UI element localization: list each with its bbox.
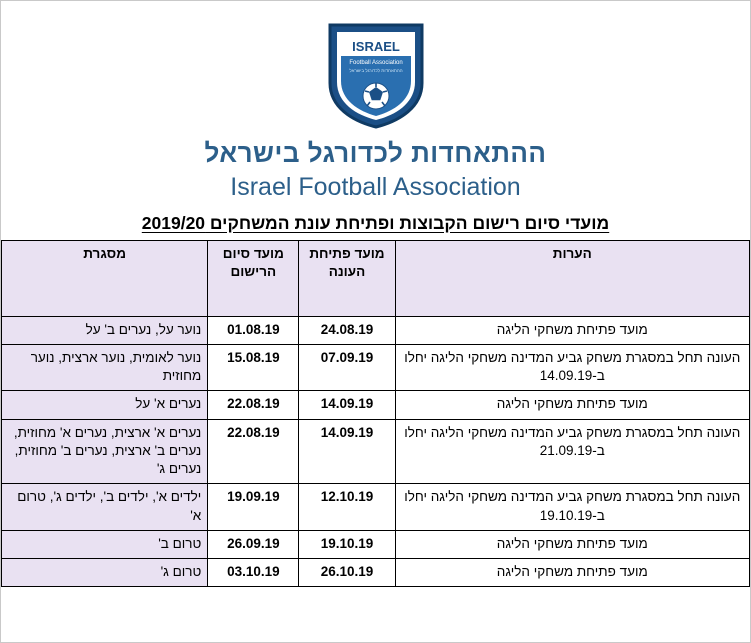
- column-header-notes: הערות: [395, 240, 749, 316]
- association-name-english: Israel Football Association: [230, 172, 521, 201]
- cell-framework: טרום ג': [2, 558, 208, 586]
- cell-notes: מועד פתיחת משחקי הליגה: [395, 316, 749, 344]
- cell-registration-end: 01.08.19: [208, 316, 299, 344]
- cell-registration-end: 22.08.19: [208, 391, 299, 419]
- column-header-season-start: מועד פתיחת העונה: [299, 240, 395, 316]
- table-row: [2, 316, 750, 344]
- cell-registration-end: 26.09.19: [208, 530, 299, 558]
- cell-registration-end: 15.08.19: [208, 344, 299, 390]
- cell-framework: נוער לאומית, נוער ארצית, נוער מחוזית: [2, 344, 208, 390]
- document-header: [1, 1, 750, 234]
- svg-text:ההתאחדות לכדורגל בישראל: ההתאחדות לכדורגל בישראל: [348, 68, 403, 73]
- cell-framework: נוער על, נערים ב' על: [2, 316, 208, 344]
- cell-registration-end: 22.08.19: [208, 419, 299, 484]
- page-title: מועדי סיום רישום הקבוצות ופתיחת עונת המשחקים 2019/20: [141, 212, 610, 233]
- cell-framework: נערים א' ארצית, נערים א' מחוזית, נערים ב' ארצית, נערים ב' מחוזית, נערים ג': [2, 419, 208, 484]
- cell-framework: טרום ב': [2, 530, 208, 558]
- cell-registration-end: 19.09.19: [208, 484, 299, 530]
- table-row: [2, 484, 750, 530]
- table-row: [2, 391, 750, 419]
- association-name-hebrew: ההתאחדות לכדורגל בישראל: [204, 138, 547, 168]
- cell-notes: מועד פתיחת משחקי הליגה: [395, 530, 749, 558]
- cell-notes: העונה תחל במסגרת משחק גביע המדינה משחקי הליגה יחלו ב-21.09.19: [395, 419, 749, 484]
- israel-football-association-crest-icon: [324, 19, 428, 131]
- column-header-framework: מסגרת: [2, 240, 208, 316]
- table-row: [2, 419, 750, 484]
- cell-season-start: 07.09.19: [299, 344, 395, 390]
- table-header-row: [2, 240, 750, 316]
- association-name-block: [1, 137, 750, 203]
- cell-notes: העונה תחל במסגרת משחק גביע המדינה משחקי הליגה יחלו ב-19.10.19: [395, 484, 749, 530]
- cell-notes: מועד פתיחת משחקי הליגה: [395, 558, 749, 586]
- cell-season-start: 19.10.19: [299, 530, 395, 558]
- cell-notes: מועד פתיחת משחקי הליגה: [395, 391, 749, 419]
- cell-registration-end: 03.10.19: [208, 558, 299, 586]
- table-row: [2, 344, 750, 390]
- cell-season-start: 14.09.19: [299, 419, 395, 484]
- table-row: [2, 530, 750, 558]
- table-row: [2, 558, 750, 586]
- registration-schedule-table: [1, 240, 750, 587]
- svg-text:ISRAEL: ISRAEL: [351, 39, 400, 54]
- cell-framework: ילדים א', ילדים ב', ילדים ג', טרום א': [2, 484, 208, 530]
- cell-season-start: 14.09.19: [299, 391, 395, 419]
- cell-season-start: 12.10.19: [299, 484, 395, 530]
- svg-text:Football Association: Football Association: [348, 60, 403, 66]
- cell-framework: נערים א' על: [2, 391, 208, 419]
- cell-season-start: 26.10.19: [299, 558, 395, 586]
- cell-season-start: 24.08.19: [299, 316, 395, 344]
- cell-notes: העונה תחל במסגרת משחק גביע המדינה משחקי הליגה יחלו ב-14.09.19: [395, 344, 749, 390]
- column-header-registration-end: מועד סיום הרישום: [208, 240, 299, 316]
